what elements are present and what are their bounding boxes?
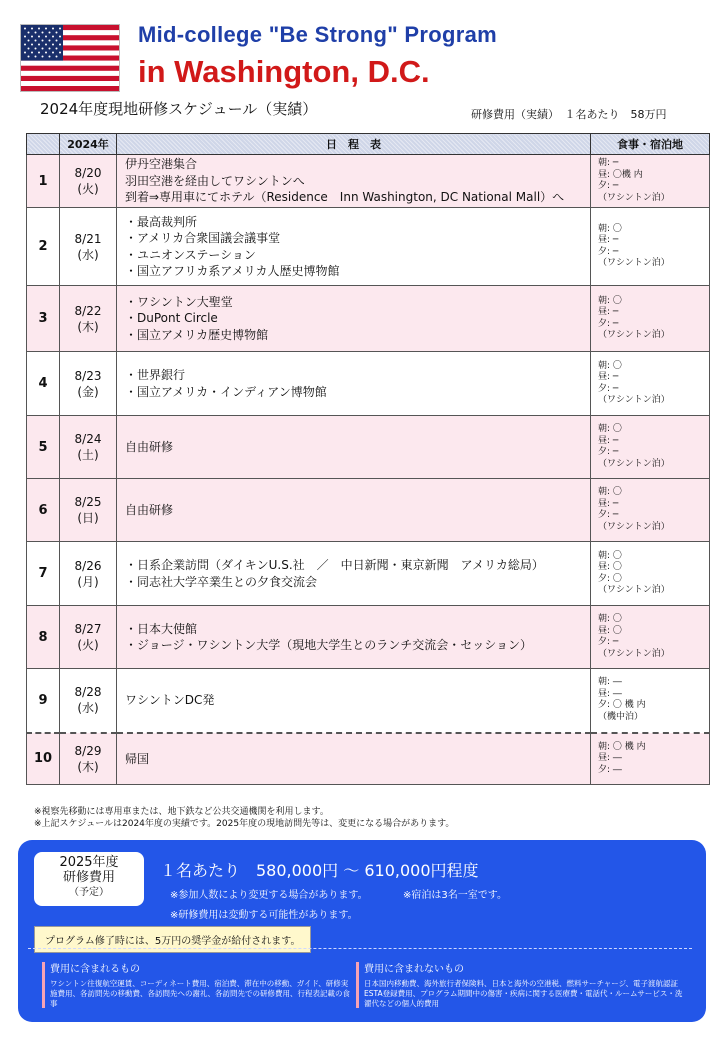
meal-item: 朝: 〇	[598, 614, 622, 624]
weekday-text: (火)	[77, 638, 99, 652]
meal-item: 朝: 〇 機 内	[598, 741, 646, 752]
actual-cost-note: 研修費用（実績） １名あたり 58万円	[471, 108, 667, 121]
day-schedule	[117, 352, 591, 416]
schedule-item: 自由研修	[125, 439, 174, 454]
fee-label-year: 2025年度	[59, 855, 119, 870]
schedule-item: ・国立アメリカ・インディアン博物館	[125, 384, 327, 399]
day-number: 8	[27, 606, 60, 669]
day-schedule	[117, 155, 591, 208]
date-text: 8/24	[74, 432, 102, 446]
day-schedule	[117, 479, 591, 542]
meal-item: 朝: 〇	[598, 295, 622, 306]
date-text: 8/23	[74, 368, 102, 383]
meal-item: （ワシントン泊）	[598, 648, 670, 659]
header-schedule: 日 程 表	[117, 134, 591, 155]
meal-item: 夕: ─	[598, 510, 619, 520]
header-no	[27, 134, 60, 155]
fee-label-text: 研修費用	[62, 870, 115, 885]
header-year: 2024年	[60, 134, 117, 155]
day-date	[60, 208, 117, 286]
schedule-item: 自由研修	[125, 502, 174, 517]
meal-item: 昼: ─	[598, 307, 619, 317]
meal-item: 昼: 〇機 内	[598, 169, 643, 180]
meal-item: 朝: 〇	[598, 360, 622, 371]
schedule-item: ・ジョージ・ワシントン大学（現地大学生とのランチ交流会・セッション）	[125, 638, 532, 652]
day-number: 6	[27, 479, 60, 542]
date-text: 8/26	[74, 558, 102, 573]
schedule-item: ・最高裁判所	[125, 214, 198, 229]
schedule-item: ・アメリカ合衆国議会議事堂	[125, 231, 281, 245]
table-row	[27, 352, 710, 416]
day-meals	[591, 542, 710, 606]
weekday-text: (火)	[77, 182, 99, 196]
day-number: 3	[27, 286, 60, 352]
meal-item: 昼: ─	[598, 498, 619, 509]
meal-item: 朝: 〇	[598, 223, 622, 234]
schedule-item: 羽田空港を経由してワシントンへ	[125, 173, 305, 188]
table-row	[27, 155, 710, 208]
meal-item: 夕: ─	[598, 637, 619, 647]
meal-item: 朝: 〇	[598, 550, 622, 561]
day-number: 5	[27, 416, 60, 479]
schedule-item: ・世界銀行	[125, 368, 186, 382]
day-number: 4	[27, 352, 60, 416]
program-location-title: in Washington, D.C.	[138, 54, 430, 89]
fee-label-planned: （予定）	[69, 887, 109, 898]
day-meals	[591, 606, 710, 669]
excluded-heading: 費用に含まれないもの	[364, 964, 464, 975]
included-section	[50, 960, 350, 1009]
schedule-item: ・ワシントン大聖堂	[125, 294, 233, 309]
excluded-accent-bar	[356, 962, 359, 1008]
table-row	[27, 479, 710, 542]
date-text: 8/28	[74, 685, 102, 700]
day-meals	[591, 416, 710, 479]
day-meals	[591, 733, 710, 785]
meal-item: 朝: ―	[598, 677, 622, 688]
fee-divider	[28, 948, 692, 949]
meal-item: （ワシントン泊）	[598, 330, 670, 340]
day-schedule	[117, 542, 591, 606]
fee-note-variable: ※研修費用は変動する可能性があります。	[170, 910, 358, 921]
schedule-item: ・日本大使館	[125, 621, 198, 636]
day-number: 7	[27, 542, 60, 606]
meal-item: 昼: ─	[598, 235, 619, 245]
table-row	[27, 733, 710, 785]
weekday-text: (木)	[77, 759, 99, 774]
header-meals: 食事・宿泊地	[591, 134, 710, 155]
us-flag-icon	[20, 24, 120, 92]
table-row	[27, 416, 710, 479]
schedule-item: 帰国	[125, 751, 150, 766]
schedule-subtitle: 2024年度現地研修スケジュール（実績）	[40, 100, 318, 118]
schedule-item: ・国立アフリカ系アメリカ人歴史博物館	[125, 264, 340, 278]
day-schedule	[117, 208, 591, 286]
weekday-text: (木)	[77, 319, 99, 334]
day-date	[60, 669, 117, 733]
schedule-notes	[34, 806, 454, 830]
meal-item: 昼: 〇	[598, 625, 622, 636]
meal-item: 夕: ―	[598, 764, 622, 775]
date-text: 8/20	[74, 166, 102, 180]
meal-item: 夕: ─	[598, 383, 619, 394]
day-schedule	[117, 606, 591, 669]
fee-price: １名あたり 580,000円 ～ 610,000円程度	[160, 861, 479, 880]
note-line: ※視察先移動には専用車または、地下鉄など公共交通機関を利用します。	[34, 807, 329, 817]
included-body: ワシントン往復航空運賃、コーディネート費用、宿泊費、滞在中の移動、ガイド、研修実施費用、各訪問先の移動費、各訪問先への謝礼、各訪問先での研修費用、行程表記載の食事	[50, 979, 350, 1008]
meal-item: 朝: 〇	[598, 424, 622, 434]
day-meals	[591, 286, 710, 352]
table-row	[27, 669, 710, 733]
weekday-text: (土)	[77, 448, 99, 462]
date-text: 8/21	[74, 231, 102, 246]
schedule-item: ・ユニオンステーション	[125, 247, 256, 262]
fee-box	[18, 840, 706, 1022]
fee-label	[34, 852, 144, 906]
excluded-section	[364, 960, 684, 1009]
day-schedule	[117, 733, 591, 785]
day-number: 9	[27, 669, 60, 733]
note-line: ※上記スケジュールは2024年度の実績です。2025年度の現地訪問先等は、変更になる場合があります。	[34, 819, 455, 829]
schedule-item: 伊丹空港集合	[125, 157, 198, 172]
date-text: 8/25	[74, 495, 102, 509]
day-schedule	[117, 286, 591, 352]
included-accent-bar	[42, 962, 45, 1008]
schedule-item: ・同志社大学卒業生との夕食交流会	[125, 574, 318, 589]
meal-item: 夕: ─	[598, 318, 619, 329]
fee-note-rooms: ※宿泊は3名一室です。	[403, 890, 507, 901]
meal-item: （機中泊）	[598, 711, 644, 722]
meal-item: （ワシントン泊）	[598, 395, 670, 405]
date-text: 8/27	[74, 622, 102, 636]
day-date	[60, 155, 117, 208]
meal-item: 昼: 〇	[598, 562, 622, 572]
meal-item: （ワシントン泊）	[598, 458, 670, 469]
table-row	[27, 606, 710, 669]
included-heading: 費用に含まれるもの	[50, 964, 140, 975]
meal-item: 朝: ─	[598, 158, 619, 168]
day-schedule	[117, 416, 591, 479]
meal-item: 昼: ─	[598, 435, 619, 446]
meal-item: 夕: ─	[598, 447, 619, 457]
scholarship-note: プログラム修了時には、5万円の奨学金が給付されます。	[34, 926, 311, 953]
meal-item: 夕: ─	[598, 246, 619, 257]
date-text: 8/22	[74, 303, 102, 318]
meal-item: （ワシントン泊）	[598, 258, 670, 268]
day-number: 2	[27, 208, 60, 286]
day-meals	[591, 669, 710, 733]
meal-item: 夕: 〇 機 内	[598, 700, 646, 711]
day-meals	[591, 155, 710, 208]
weekday-text: (金)	[77, 384, 99, 399]
day-date	[60, 733, 117, 785]
day-meals	[591, 208, 710, 286]
weekday-text: (水)	[77, 701, 99, 716]
meal-item: 昼: ―	[598, 688, 622, 699]
day-number: 1	[27, 155, 60, 208]
weekday-text: (日)	[77, 511, 99, 525]
schedule-item: ・国立アメリカ歴史博物館	[125, 327, 269, 342]
weekday-text: (水)	[77, 247, 99, 262]
schedule-table	[26, 133, 710, 785]
schedule-item: ・日系企業訪問（ダイキンU.S.社 ／ 中日新聞・東京新聞 アメリカ総局）	[125, 558, 544, 572]
table-header-row	[27, 134, 710, 155]
day-date	[60, 542, 117, 606]
day-number: 10	[27, 733, 60, 785]
meal-item: （ワシントン泊）	[598, 521, 670, 532]
day-meals	[591, 352, 710, 416]
day-schedule	[117, 669, 591, 733]
table-row	[27, 286, 710, 352]
schedule-item: 到着⇒専用車にてホテル（Residence Inn Washington, DC National Mall）へ	[125, 190, 565, 205]
day-date	[60, 352, 117, 416]
schedule-item: ワシントンDC発	[125, 693, 215, 707]
day-date	[60, 416, 117, 479]
schedule-item: ・DuPont Circle	[125, 311, 218, 326]
table-row	[27, 542, 710, 606]
program-title: Mid-college "Be Strong" Program	[138, 22, 497, 47]
meal-item: 昼: ―	[598, 753, 622, 763]
weekday-text: (月)	[77, 574, 99, 589]
day-meals	[591, 479, 710, 542]
meal-item: 昼: ─	[598, 372, 619, 382]
fee-note-participants: ※参加人数により変更する場合があります。	[170, 890, 368, 901]
date-text: 8/29	[74, 743, 102, 758]
meal-item: 夕: ─	[598, 181, 619, 191]
meal-item: 朝: 〇	[598, 487, 622, 497]
day-date	[60, 286, 117, 352]
meal-item: （ワシントン泊）	[598, 585, 670, 595]
day-date	[60, 606, 117, 669]
day-date	[60, 479, 117, 542]
meal-item: 夕: 〇	[598, 573, 622, 584]
meal-item: （ワシントン泊）	[598, 192, 670, 203]
excluded-body: 日本国内移動費、海外旅行者保険料、日本と海外の空港税、燃料サーチャージ、電子渡航認証ESTA登録費用、プログラム期間中の傷害・疾病に関する医療費・電話代・ルームサービス・洗濯代などの個人的費用	[364, 979, 683, 1008]
table-row	[27, 208, 710, 286]
